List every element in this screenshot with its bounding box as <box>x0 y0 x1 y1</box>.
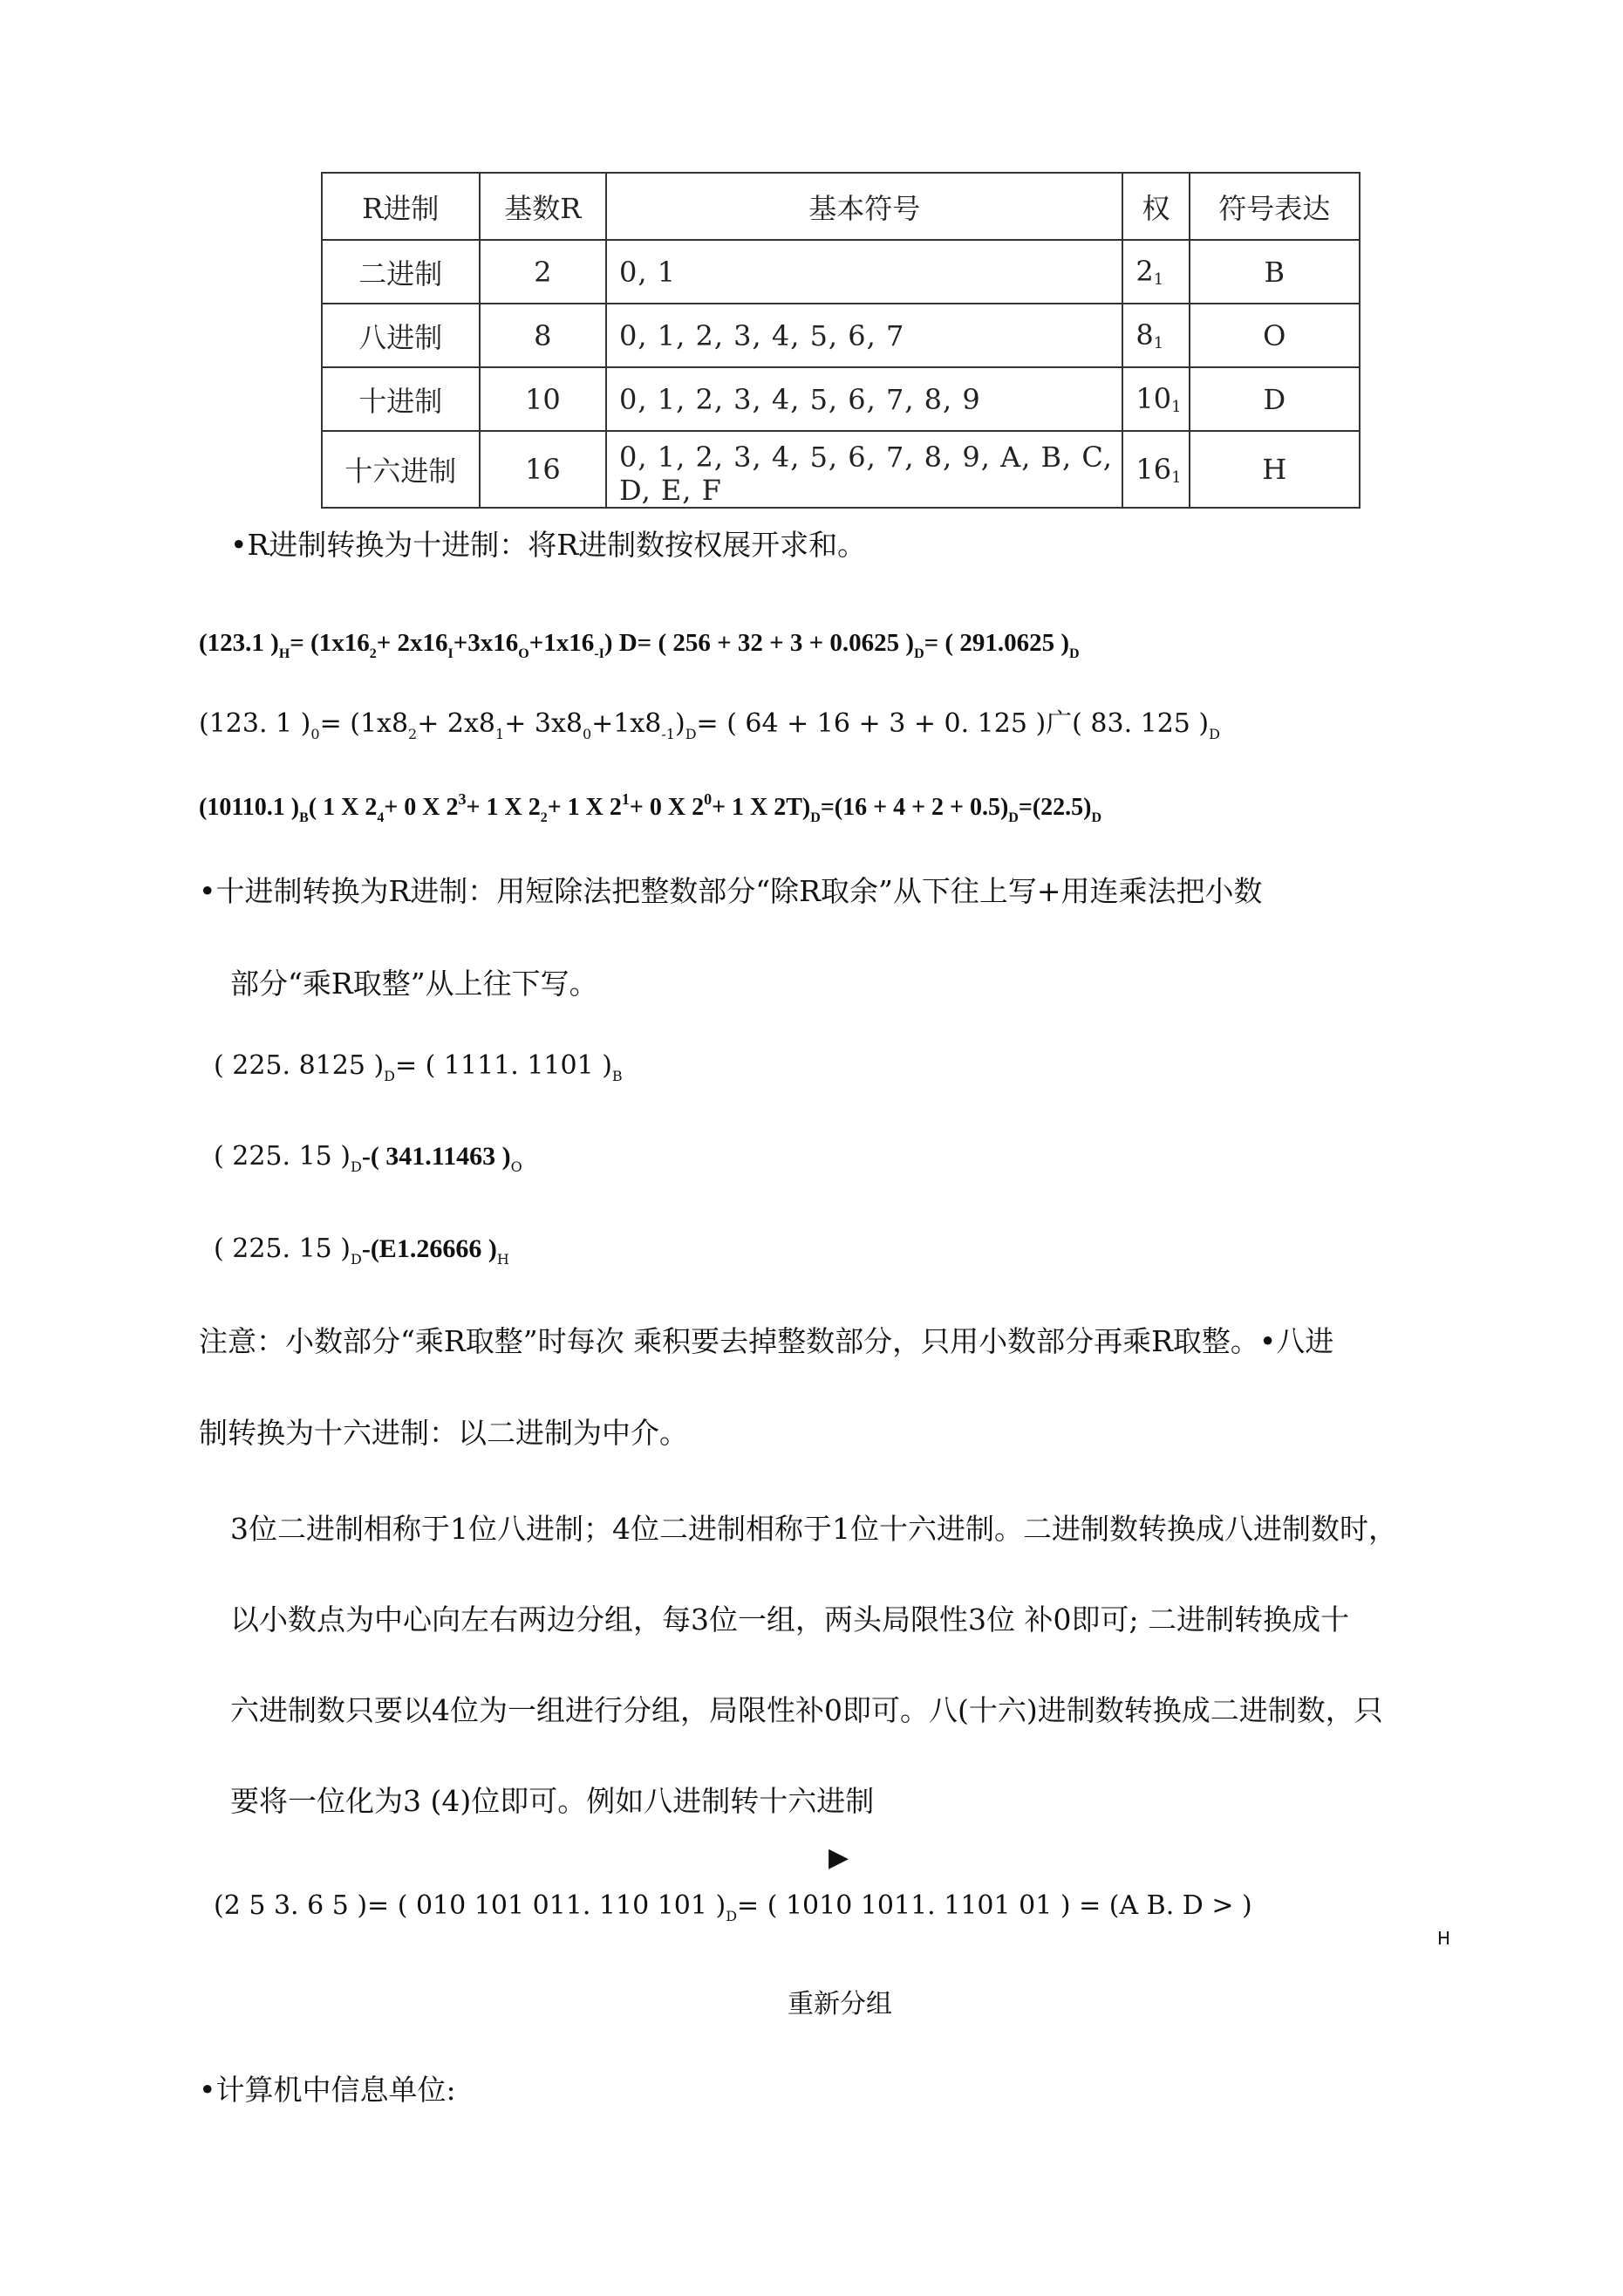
eq-subscript: H <box>496 1251 509 1268</box>
eq-term: (123. 1 ) <box>199 708 311 739</box>
equation-binary-to-decimal <box>199 782 1101 836</box>
eq-subscript: O <box>510 1158 522 1175</box>
table-row <box>322 367 1360 431</box>
cell-code: D <box>1190 367 1360 431</box>
cell-radix: 8 <box>480 304 606 367</box>
cell-name: 二进制 <box>322 240 480 304</box>
eq-term: +3x16 <box>453 629 519 657</box>
eq-subscript: B <box>611 1068 623 1084</box>
eq-subscript: -I <box>594 646 604 661</box>
table-row <box>322 304 1360 367</box>
paragraph-line: 以小数点为中心向左右两边分组，每3位一组，两头局限性3位 补0即可; 二进制转换成十 <box>230 1602 1350 1637</box>
equation-octal-to-decimal <box>199 707 1220 752</box>
eq-subscript: D <box>1209 726 1220 742</box>
eq-term: (2 5 3. 6 5 )= ( 010 101 011. 110 101 ) <box>214 1890 726 1921</box>
weight-sub: 1 <box>1171 398 1182 416</box>
note-line: 制转换为十六进制：以二进制为中介。 <box>199 1416 688 1450</box>
weight-base: 10 <box>1135 382 1172 415</box>
eq-term: ( 225. 8125 ) <box>214 1050 385 1081</box>
weight-sub: 1 <box>1171 468 1182 487</box>
table-row <box>322 431 1360 508</box>
cell-symbols: 0, 1 <box>606 240 1122 304</box>
radix-table <box>321 172 1360 509</box>
cell-weight <box>1122 367 1189 431</box>
eq-subscript: D <box>384 1068 395 1084</box>
eq-subscript: D <box>351 1251 362 1268</box>
paragraph-line: 3位二进制相称于1位八进制；4位二进制相称于1位十六进制。二进制数转换成八进制数时， <box>230 1512 1397 1546</box>
eq-subscript: D <box>726 1908 738 1924</box>
eq-term: + 0 X 2 <box>384 794 459 821</box>
example-octal-to-hex <box>214 1889 1252 1934</box>
cell-weight <box>1122 304 1189 367</box>
eq-term: ) D= ( 256 + 32 + 3 + 0.0625 ) <box>604 629 915 657</box>
eq-term: ( 1 X 2 <box>308 794 378 821</box>
eq-term: = (1x16 <box>290 629 370 657</box>
eq-term: + 1 X 2 <box>466 794 541 821</box>
play-arrow-icon: ▶ <box>829 1842 849 1873</box>
eq-subscript: D <box>1008 810 1019 825</box>
eq-subscript: 1 <box>495 726 505 742</box>
cell-name: 十进制 <box>322 367 480 431</box>
header-symbols: 基本符号 <box>606 173 1122 240</box>
weight-base: 8 <box>1135 318 1154 352</box>
hex-subscript-mark: H <box>1437 1928 1451 1949</box>
header-weight: 权 <box>1122 173 1189 240</box>
eq-term: + 2x8 <box>417 708 495 739</box>
cell-symbols: 0, 1, 2, 3, 4, 5, 6, 7 <box>606 304 1122 367</box>
header-code: 符号表达 <box>1190 173 1360 240</box>
equation-hex-to-decimal <box>199 625 1080 672</box>
eq-subscript: D <box>914 646 924 661</box>
cell-code: O <box>1190 304 1360 367</box>
cell-weight <box>1122 431 1189 508</box>
section-heading-info-units: •计算机中信息单位: <box>199 2073 456 2107</box>
eq-subscript: D <box>1091 810 1102 825</box>
eq-term: = ( 1010 1011. 1101 01 ) = (A B. D > ) <box>737 1890 1252 1921</box>
regroup-caption: 重新分组 <box>788 1989 892 2019</box>
eq-subscript: O <box>518 646 529 661</box>
cell-code: H <box>1190 431 1360 508</box>
eq-term: + 2x16 <box>376 629 448 657</box>
eq-subscript: D <box>351 1158 362 1175</box>
cell-radix: 2 <box>480 240 606 304</box>
cell-radix: 10 <box>480 367 606 431</box>
section-heading-decimal-to-r: •十进制转换为R进制：用短除法把整数部分“除R取余”从下往上写+用连乘法把小数 <box>199 874 1263 908</box>
weight-sub: 1 <box>1153 270 1164 289</box>
eq-subscript: D <box>1068 646 1080 661</box>
eq-subscript: 2 <box>540 810 548 825</box>
example-decimal-to-hex <box>214 1232 509 1277</box>
eq-term: ( 225. 15 ) <box>214 1141 351 1172</box>
cell-name: 八进制 <box>322 304 480 367</box>
eq-term: =(16 + 4 + 2 + 0.5) <box>820 794 1009 821</box>
eq-term: = ( 1111. 1101 ) <box>395 1050 612 1081</box>
table-row <box>322 240 1360 304</box>
eq-term: ) <box>674 708 685 739</box>
eq-subscript: D <box>685 726 697 742</box>
eq-term: + 3x8 <box>504 708 583 739</box>
eq-subscript: 0 <box>582 726 592 742</box>
header-base: 基数R <box>480 173 606 240</box>
eq-superscript: 3 <box>458 790 467 808</box>
eq-subscript: D <box>810 810 821 825</box>
eq-subscript: I <box>447 646 453 661</box>
weight-sub: 1 <box>1153 334 1164 352</box>
table-header-row <box>322 173 1360 240</box>
paragraph-line: 部分“乘R取整”从上往下写。 <box>230 967 598 1001</box>
eq-term: -(E1.26666 ) <box>361 1234 497 1263</box>
cell-symbols: 0, 1, 2, 3, 4, 5, 6, 7, 8, 9, A, B, C, D, E, F <box>606 431 1122 508</box>
example-decimal-to-octal <box>214 1139 522 1185</box>
header-radix-type: R进制 <box>322 173 480 240</box>
eq-term: + 1 X 2 <box>547 794 622 821</box>
section-heading-r-to-decimal: •R进制转换为十进制：将R进制数按权展开求和。 <box>230 528 867 562</box>
cell-radix: 16 <box>480 431 606 508</box>
eq-term: = ( 291.0625 ) <box>924 629 1069 657</box>
eq-term: +1x16 <box>528 629 595 657</box>
eq-term: -( 341.11463 ) <box>361 1142 511 1171</box>
eq-superscript: 0 <box>704 790 713 808</box>
eq-subscript: 2 <box>369 646 377 661</box>
eq-term: +1x8 <box>591 708 662 739</box>
eq-term: ( 225. 15 ) <box>214 1233 351 1264</box>
eq-superscript: 1 <box>621 790 630 808</box>
eq-term: (123.1 ) <box>199 629 279 657</box>
example-decimal-to-binary <box>214 1049 623 1094</box>
eq-subscript: 0 <box>310 726 320 742</box>
cell-code: B <box>1190 240 1360 304</box>
cell-symbols: 0, 1, 2, 3, 4, 5, 6, 7, 8, 9 <box>606 367 1122 431</box>
paragraph-line: 六进制数只要以4位为一组进行分组，局限性补0即可。八(十六)进制数转换成二进制数，只 <box>230 1693 1383 1727</box>
weight-base: 16 <box>1135 452 1172 486</box>
eq-subscript: B <box>299 810 309 825</box>
cell-weight <box>1122 240 1189 304</box>
eq-term: = ( 64 + 16 + 3 + 0. 125 )广( 83. 125 ) <box>696 708 1210 739</box>
eq-term: + 0 X 2 <box>629 794 705 821</box>
cell-name: 十六进制 <box>322 431 480 508</box>
eq-subscript: 4 <box>377 810 385 825</box>
weight-base: 2 <box>1135 255 1154 288</box>
paragraph-line: 要将一位化为3 (4)位即可。例如八进制转十六进制 <box>230 1784 875 1818</box>
eq-term: + 1 X 2T) <box>712 794 811 821</box>
eq-subscript: H <box>278 646 290 661</box>
eq-subscript: 2 <box>408 726 418 742</box>
eq-term: = (1x8 <box>319 708 409 739</box>
eq-term: (10110.1 ) <box>199 794 300 821</box>
eq-term: =(22.5) <box>1018 794 1092 821</box>
note-line: 注意：小数部分“乘R取整”时每次 乘积要去掉整数部分，只用小数部分再乘R取整。•八进 <box>199 1324 1334 1358</box>
eq-subscript: -1 <box>661 726 675 742</box>
